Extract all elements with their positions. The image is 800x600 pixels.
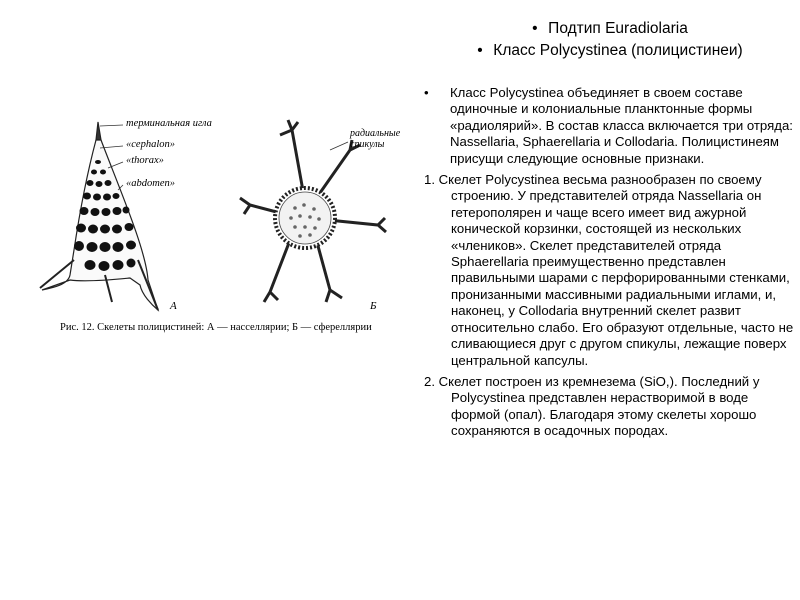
nassellaria-skeleton: [40, 122, 158, 310]
point-1-paragraph: 1. Скелет Polycystinea весьма разнообразен по своему строению. У представителей отряда Nassellaria он гетерополярен и чаще всего имеет вид ажурной конической корзинки, состоящей из нескольких «члеников». Скелет представителей отряда Sphaerellaria преимущественно представлен правильными шарами с перфорированными стенками, пронизанными массивными радиальными иглами, и, наконец, у Collodaria внутренний скелет развит относительно слабо. Его образуют отдельные, часто не сливающиеся друг с другом спикулы, лежащие поверх центральной капсулы.: [424, 172, 794, 368]
label-cephalon: «cephalon»: [126, 139, 175, 150]
subtype-heading-text: Подтип Euradiolaria: [548, 20, 688, 37]
intro-paragraph-text: Класс Polycystinea объединяет в своем составе одиночные и колониальные планктонные формы «радиолярий». В состав класса включается три отряда: Nassellaria, Sphaerellaria и Collodaria. Полицистинеям присущи следующие основные признаки.: [450, 85, 793, 166]
class-heading-text: Класс Polycystinea (полицистинеи): [493, 42, 743, 59]
figure-letter-a: А: [170, 300, 177, 312]
class-heading: [430, 40, 790, 62]
figure-letter-b: Б: [370, 300, 377, 312]
subtype-heading: [430, 18, 790, 40]
sphaerellaria-shell: [275, 188, 335, 248]
intro-paragraph: [424, 85, 794, 167]
bullet-icon: •: [424, 85, 429, 100]
title-block: [430, 18, 790, 62]
label-abdomen: «abdomen»: [126, 178, 175, 189]
label-terminal-spine: терминальная игла: [126, 118, 212, 129]
bullet-icon: •: [477, 42, 483, 59]
point-2-paragraph: 2. Скелет построен из кремнезема (SiO,). Последний у Polycystinea представлен нерастворимой в воде формой (опал). Благодаря этому скелеты хорошо сохраняются в осадочных породах.: [424, 373, 760, 439]
label-thorax: «thorax»: [126, 155, 164, 166]
label-radial-spicules: радиальные спикулы: [350, 128, 401, 150]
figure-caption: Рис. 12. Скелеты полицистиней: А — насселлярии; Б — сфереллярии: [60, 322, 372, 333]
bullet-icon: •: [532, 20, 538, 37]
skeleton-figure: [30, 110, 415, 345]
body-text: [424, 85, 794, 445]
